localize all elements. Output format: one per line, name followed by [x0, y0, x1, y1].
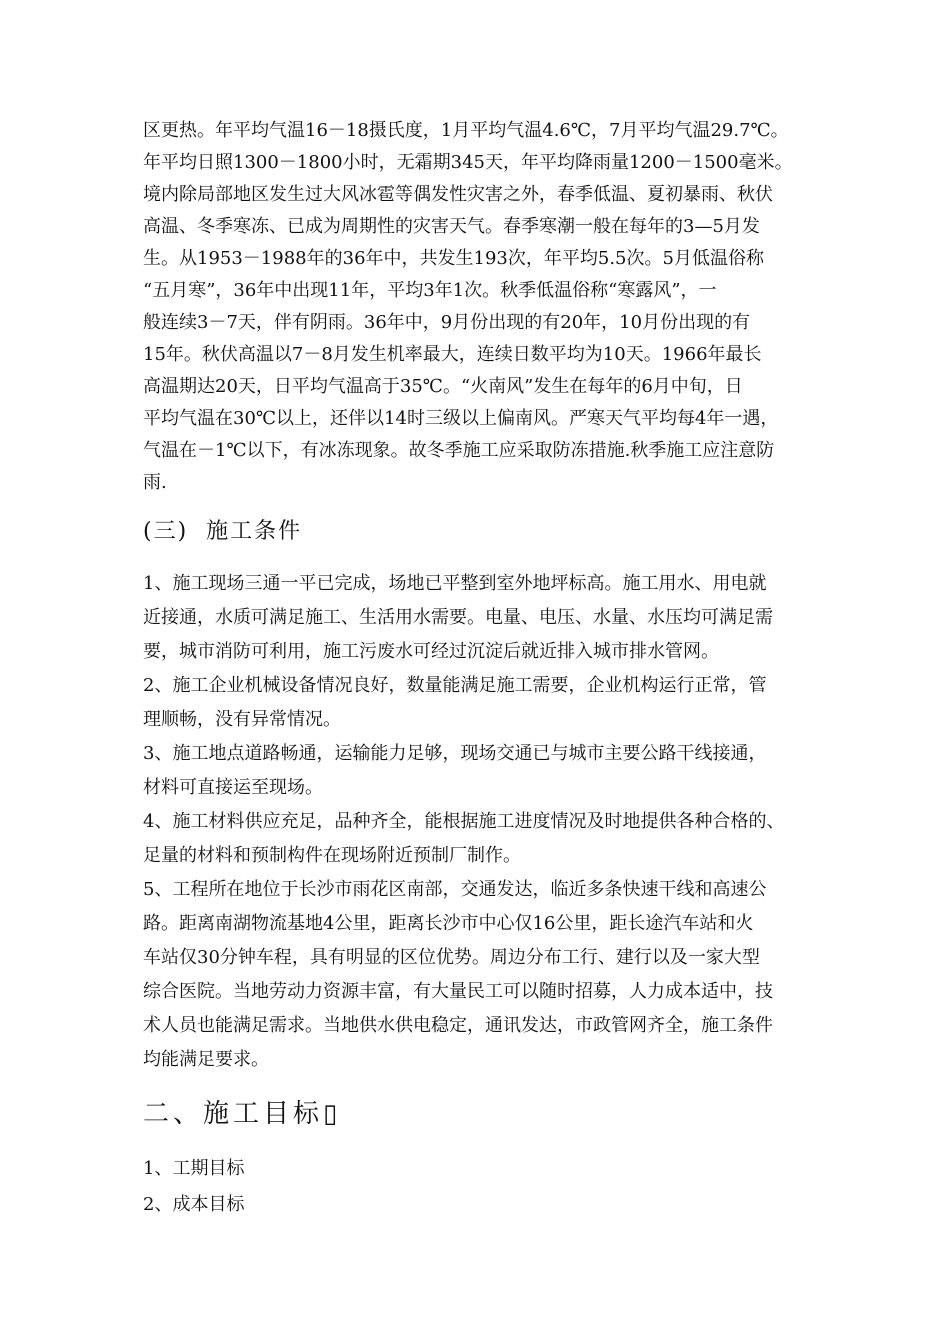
text-line: 术人员也能满足需求。当地供水供电稳定，通讯发达，市政管网齐全，施工条件 — [143, 1015, 773, 1036]
text-line: 平均气温在30℃以上，还伴以14时三级以上偏南风。严寒天气平均每4年一遇， — [143, 408, 779, 429]
text-line: 材料可直接运至现场。 — [143, 777, 323, 798]
condition-item-5 — [143, 873, 823, 1077]
text-line: 5、工程所在地位于长沙市雨花区南部，交通发达，临近多条快速干线和高速公 — [143, 879, 767, 900]
text-line: 生。从1953－1988年的36年中，共发生193次，年平均5.5次。5月低温俗称 — [143, 248, 764, 269]
text-line: 区更热。年平均气温16－18摄氏度，1月平均气温4.6℃，7月平均气温29.7℃。 — [143, 120, 789, 141]
text-line: 近接通，水质可满足施工、生活用水需要。电量、电压、水量、水压均可满足需 — [143, 607, 773, 628]
condition-item-2 — [143, 669, 823, 737]
text-line: 境内除局部地区发生过大风冰雹等偶发性灾害之外，春季低温、夏初暴雨、秋伏 — [143, 184, 773, 205]
condition-item-4 — [143, 805, 823, 873]
goal-item-1: 1、工期目标 — [143, 1158, 245, 1179]
text-line: 2、施工企业机械设备情况良好，数量能满足施工需要，企业机构运行正常，管 — [143, 675, 767, 696]
text-line: 均能满足要求。 — [143, 1049, 269, 1070]
text-line: “五月寒”，36年中出现11年，平均3年1次。秋季低温俗称“寒露风”，一 — [143, 280, 717, 301]
goal-item-2: 2、成本目标 — [143, 1194, 245, 1215]
text-line: 15年。秋伏高温以7－8月发生机率最大，连续日数平均为10天。1966年最长 — [143, 344, 762, 365]
section-heading-goals: 二、施工目标▯ — [143, 1099, 342, 1129]
text-line: 气温在－1℃以下，有冰冻现象。故冬季施工应采取防冻措施.秋季施工应注意防 — [143, 440, 775, 461]
text-line: 4、施工材料供应充足，品种齐全，能根据施工进度情况及时地提供各种合格的、 — [143, 811, 785, 832]
text-line: 年平均日照1300－1800小时，无霜期345天，年平均降雨量1200－1500毫米。 — [143, 152, 793, 173]
text-line: 车站仅30分钟车程，具有明显的区位优势。周边分布工行、建行以及一家大型 — [143, 947, 760, 968]
section-heading-conditions: (三) 施工条件 — [143, 519, 303, 544]
text-line: 路。距离南湖物流基地4公里，距离长沙市中心仅16公里，距长途汽车站和火 — [143, 913, 754, 934]
text-line: 般连续3－7天，伴有阴雨。36年中，9月份出现的有20年，10月份出现的有 — [143, 312, 751, 333]
condition-item-1 — [143, 567, 823, 669]
text-line: 3、施工地点道路畅通，运输能力足够，现场交通已与城市主要公路干线接通， — [143, 743, 767, 764]
text-line: 高温、冬季寒冻、已成为周期性的灾害天气。春季寒潮一般在每年的3—5月发 — [143, 216, 760, 237]
condition-item-3 — [143, 737, 823, 805]
text-line: 足量的材料和预制构件在现场附近预制厂制作。 — [143, 845, 521, 866]
text-line: 高温期达20天，日平均气温高于35℃。“火南风”发生在每年的6月中旬，日 — [143, 376, 743, 397]
text-line: 1、施工现场三通一平已完成，场地已平整到室外地坪标高。施工用水、用电就 — [143, 573, 767, 594]
text-line: 综合医院。当地劳动力资源丰富，有大量民工可以随时招募，人力成本适中，技 — [143, 981, 773, 1002]
climate-paragraph — [143, 115, 815, 499]
text-line: 雨. — [143, 472, 167, 493]
text-line: 要，城市消防可利用，施工污废水可经过沉淀后就近排入城市排水管网。 — [143, 641, 719, 662]
text-line: 理顺畅，没有异常情况。 — [143, 709, 341, 730]
